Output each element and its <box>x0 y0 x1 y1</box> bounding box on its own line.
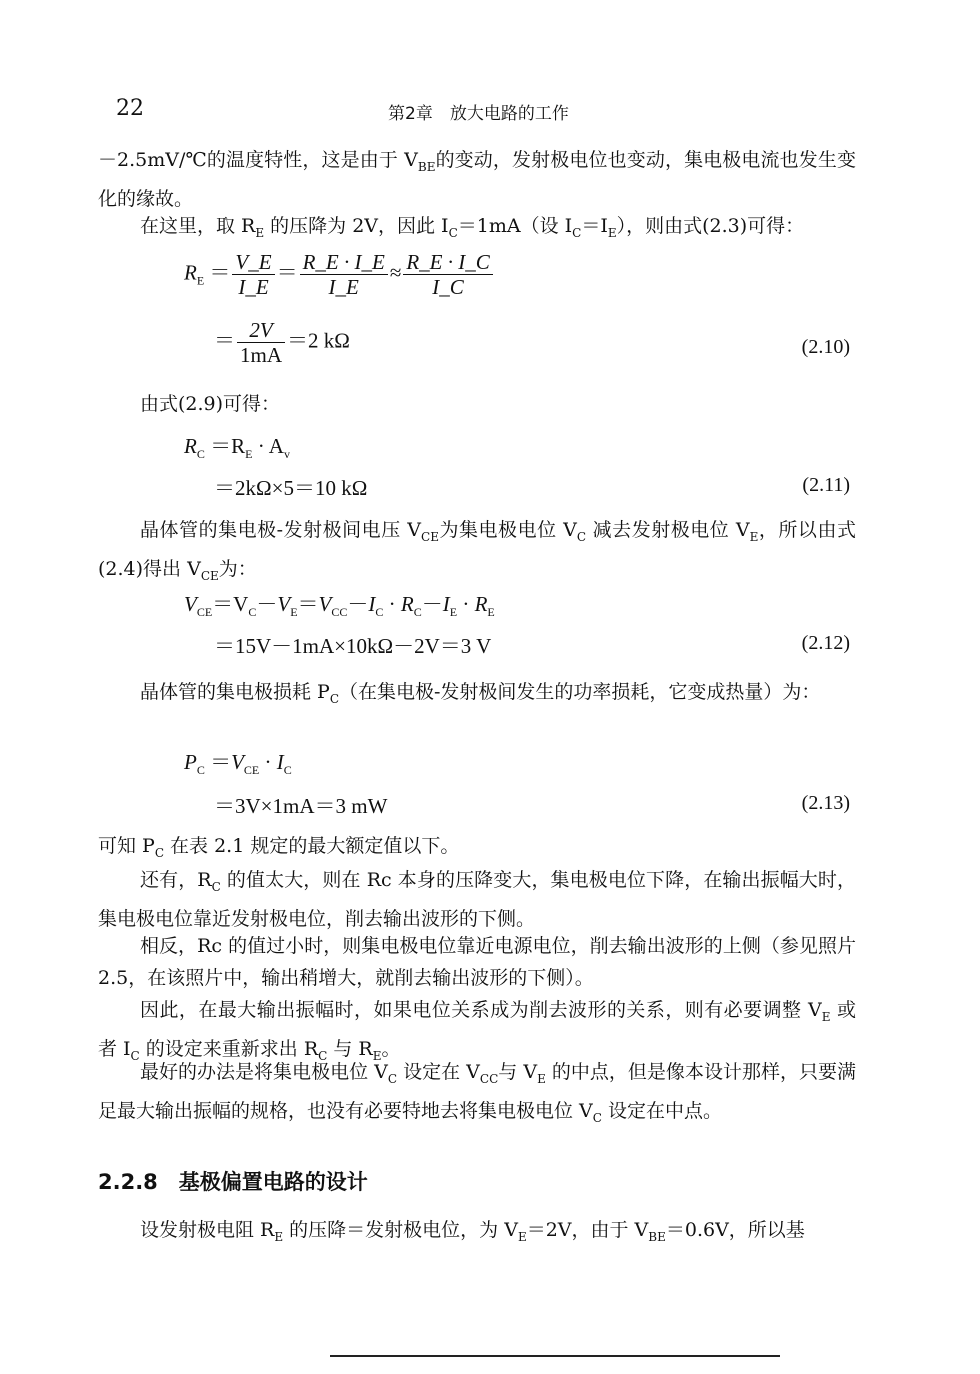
equation-number: (2.11) <box>802 474 850 496</box>
equation-number: (2.13) <box>801 792 850 814</box>
equation-2-13-line1: $P_C =V_{CE} \cdot I_C$ <box>184 750 292 778</box>
equation-number: (2.10) <box>801 336 850 358</box>
paragraph-6: 可知 $P_C$ 在表 2.1 规定的最大额定值以下。 <box>98 835 460 860</box>
equation-2-12-line1: $V_{CE}=V_C-V_E=V_{CC}-I_C \cdot R_C-I_E \cdot R_E$ <box>184 592 495 620</box>
equation-number: (2.12) <box>801 632 850 654</box>
equation-2-13-line2: ＝3V×1mA＝3 mW <box>214 794 388 818</box>
equation-2-11-line2: ＝2kΩ×5＝10 kΩ <box>214 476 368 500</box>
fraction: $\frac{R\_E \cdot I\_C}{I\_C}$ <box>403 250 492 299</box>
paragraph-9: 因此，在最大输出振幅时，如果电位关系成为削去波形的关系，则有必要调整 $V_E$ 或者 $I_C$ 的设定来重新求出 $R_C$ 与 $R_E$。 <box>98 999 856 1063</box>
section-heading: 2.2.8 基极偏置电路的设计 <box>98 1170 368 1194</box>
paragraph-10: 最好的办法是将集电极电位 $V_C$ 设定在 $V_{CC}$与 $V_E$ 的中点，但是像本设计那样，只要满足最大输出振幅的规格，也没有必要特地去将集电极电位 $V_C$ 设定在中点。 <box>98 1061 857 1125</box>
paragraph-7: 还有，$R_C$ 的值太大，则在 Rc 本身的压降变大，集电极电位下降，在输出振幅大时，集电极电位靠近发射极电位，削去输出波形的下侧。 <box>98 869 856 930</box>
equation-2-11-line1: $R_C =R_E \cdot A_v$ <box>184 434 290 462</box>
paragraph-1: －2.5mV/℃的温度特性，这是由于 $V_{BE}$的变动，发射极电位也变动，集电极电流也发生变化的缘故。 <box>98 149 856 210</box>
paragraph-5: 晶体管的集电极损耗 $P_C$（在集电极-发射极间发生的功率损耗，它变成热量）为： <box>140 681 821 706</box>
fraction: $\frac{V\_E}{I\_E}$ <box>232 250 274 299</box>
page-number: 22 <box>116 96 144 121</box>
fraction: $\frac{2V}{1mA}$ <box>237 318 285 367</box>
equation-2-10-line1: $R_E$ ＝ $\frac{V\_E}{I\_E}$ ＝ $\frac{R\_E \cdot I\_E}{I\_E}$ ≈ $\frac{R\_E \cdot I\_C}{I\_C}$ <box>184 250 495 299</box>
chapter-header: 第2章 放大电路的工作 <box>388 104 569 124</box>
paragraph-8: 相反，Rc 的值过小时，则集电极电位靠近电源电位，削去输出波形的上侧（参见照片 2.5，在该照片中，输出稍增大，就削去输出波形的下侧）。 <box>98 935 856 989</box>
paragraph-3: 由式(2.9)可得： <box>140 393 281 415</box>
paragraph-11: 设发射极电阻 $R_E$ 的压降＝发射极电位，为 $V_E=2V$，由于 $V_{BE}=0.6V$，所以基 <box>140 1219 805 1244</box>
fraction: $\frac{R\_E \cdot I\_E}{I\_E}$ <box>300 250 388 299</box>
equation-2-10-line2: ＝ $\frac{2V}{1mA}$ ＝2 kΩ <box>214 318 350 367</box>
paragraph-4: 晶体管的集电极-发射极间电压 $V_{CE}$为集电极电位 $V_C$ 减去发射极电位 $V_E$，所以由式(2.4)得出 $V_{CE}$为： <box>98 519 856 583</box>
paragraph-2: 在这里，取 $R_E$ 的压降为 2V，因此 $I_C=1mA$（设 $I_C=I_E$），则由式(2.3)可得： <box>140 215 805 240</box>
equation-2-12-line2: ＝15V－1mA×10kΩ－2V＝3 V <box>214 634 492 658</box>
footer-rule <box>330 1355 780 1357</box>
